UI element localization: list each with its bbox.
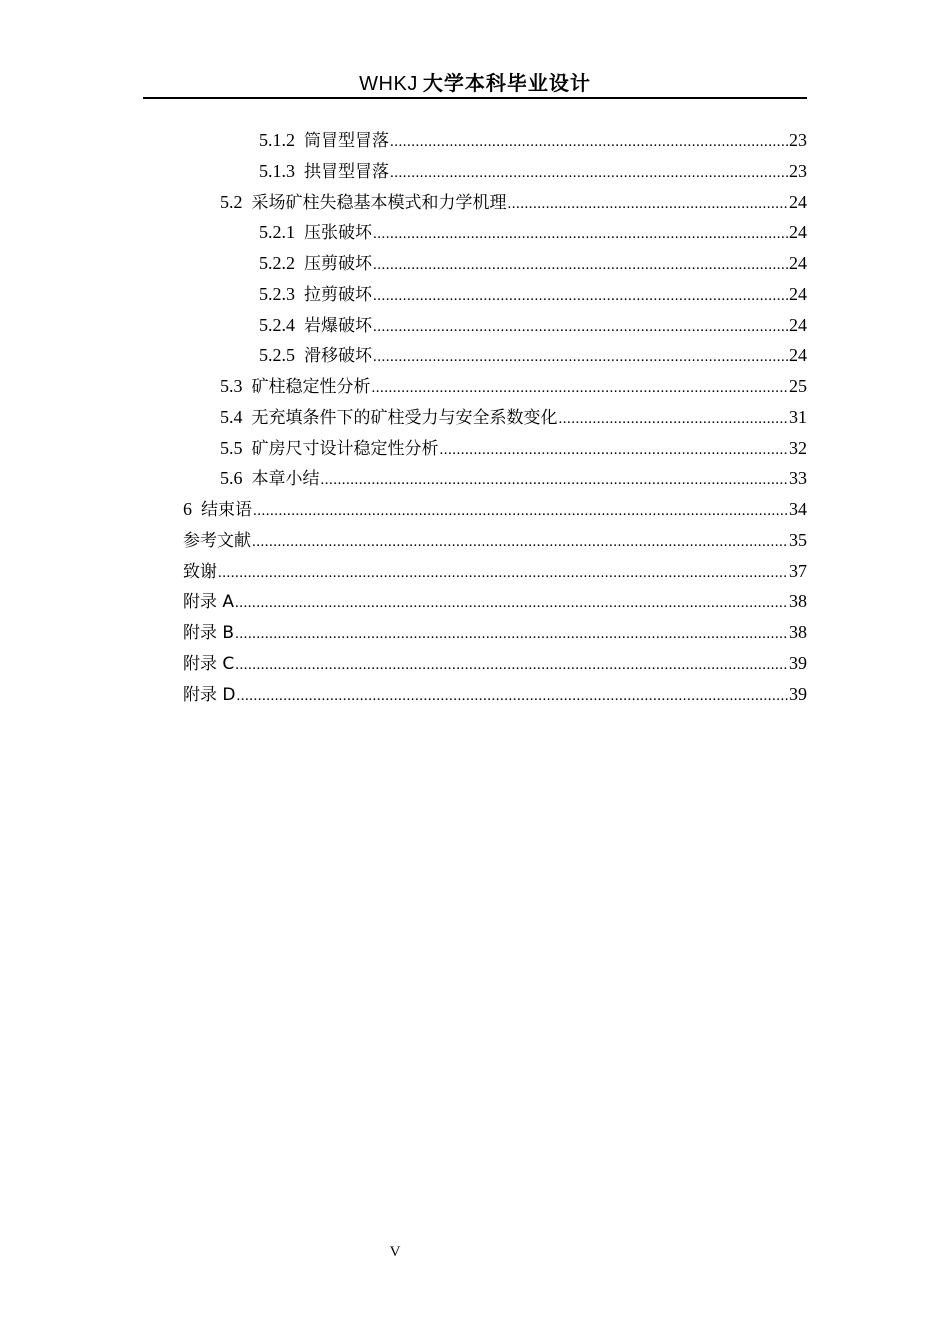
toc-entry-label (220, 433, 439, 465)
toc-entry[interactable] (183, 340, 807, 371)
toc-dot-leader (373, 281, 788, 312)
toc-entry-number: 5.2.3 (259, 283, 295, 304)
toc-entry[interactable] (183, 463, 807, 494)
toc-entry-label (183, 679, 236, 711)
toc-entry-number: 5.2.5 (259, 345, 295, 366)
toc-entry[interactable] (183, 217, 807, 248)
toc-entry[interactable] (183, 586, 807, 617)
toc-entry-title: 拱冒型冒落 (304, 161, 389, 182)
toc-entry[interactable] (183, 617, 807, 648)
toc-entry-page: 24 (789, 222, 807, 243)
page-number: V (389, 1244, 401, 1260)
toc-entry-label (183, 617, 234, 649)
toc-entry-label (220, 402, 558, 434)
toc-entry[interactable] (183, 433, 807, 464)
toc-entry[interactable] (183, 187, 807, 218)
header-divider (143, 97, 807, 99)
toc-entry-title: 结束语 (201, 500, 252, 520)
toc-entry-title: 参考文献 (183, 530, 251, 551)
toc-dot-leader (390, 127, 788, 158)
toc-entry-page: 38 (789, 622, 807, 642)
toc-entry-title: 附录 A (183, 592, 235, 613)
toc-entry-title: 附录 D (183, 684, 236, 705)
toc-dot-leader (559, 404, 789, 435)
toc-entry[interactable] (183, 125, 807, 156)
toc-entry-title: 采场矿柱失稳基本模式和力学机理 (251, 192, 507, 213)
toc-entry-title: 压剪破坏 (304, 254, 372, 274)
toc-entry[interactable] (183, 525, 807, 556)
toc-entry-page: 31 (789, 406, 807, 427)
toc-entry[interactable] (183, 402, 807, 433)
toc-entry[interactable] (183, 494, 807, 525)
toc-entry[interactable] (183, 648, 807, 679)
toc-entry-number: 5.2.1 (259, 222, 295, 243)
toc-entry-label (259, 248, 372, 280)
toc-entry-page: 24 (789, 345, 807, 366)
toc-entry-number: 5.2.2 (259, 253, 295, 273)
toc-entry-title: 滑移破坏 (304, 346, 372, 367)
toc-dot-leader (237, 681, 789, 712)
toc-dot-leader (235, 619, 788, 650)
toc-entry-page: 38 (789, 591, 807, 612)
toc-dot-leader (252, 527, 788, 558)
toc-dot-leader (373, 342, 788, 373)
toc-entry-label (183, 556, 217, 588)
toc-entry-title: 本章小结 (251, 469, 320, 490)
toc-dot-leader (508, 189, 789, 220)
toc-dot-leader (373, 312, 788, 343)
toc-dot-leader (440, 435, 789, 466)
toc-entry-page: 32 (789, 437, 807, 458)
toc-entry[interactable] (183, 371, 807, 402)
toc-entry-title: 压张破坏 (304, 223, 372, 244)
toc-entry-label (183, 525, 251, 557)
toc-entry-title: 矿房尺寸设计稳定性分析 (251, 438, 439, 459)
toc-entry-number: 5.1.2 (259, 130, 295, 150)
header-brand: WHKJ (359, 73, 418, 95)
toc-entry-title: 矿柱稳定性分析 (251, 377, 371, 397)
toc-entry-number: 6 (183, 499, 192, 519)
toc-entry-title: 致谢 (183, 561, 217, 582)
toc-entry[interactable] (183, 279, 807, 310)
toc-entry[interactable] (183, 248, 807, 279)
toc-entry-number: 5.2.4 (259, 314, 295, 335)
toc-entry-label (220, 371, 371, 403)
table-of-contents (183, 125, 807, 709)
toc-entry-label (259, 156, 389, 188)
toc-entry-title: 拉剪破坏 (304, 284, 372, 305)
toc-entry-page: 25 (789, 376, 807, 396)
toc-entry-page: 23 (789, 130, 807, 150)
toc-entry-page: 37 (789, 560, 807, 581)
toc-entry-label (183, 648, 234, 680)
toc-entry-number: 5.1.3 (259, 160, 295, 181)
toc-entry-number: 5.2 (220, 191, 243, 212)
toc-entry-page: 34 (789, 499, 807, 519)
toc-entry-title: 附录 B (183, 623, 235, 643)
toc-entry-label (220, 187, 507, 219)
toc-entry[interactable] (183, 310, 807, 341)
toc-dot-leader (372, 373, 789, 404)
toc-entry-page: 24 (789, 314, 807, 335)
toc-entry[interactable] (183, 556, 807, 587)
toc-dot-leader (373, 250, 788, 281)
toc-dot-leader (253, 496, 788, 527)
toc-entry-label (259, 340, 372, 372)
toc-entry-label (259, 310, 372, 342)
header-school: 大学本科毕业设计 (422, 71, 591, 95)
toc-entry-page: 33 (789, 468, 807, 489)
toc-entry-page: 23 (789, 160, 807, 181)
toc-entry-page: 24 (789, 253, 807, 273)
toc-entry-label (259, 217, 372, 249)
toc-entry-title: 筒冒型冒落 (304, 131, 389, 151)
toc-entry-number: 5.6 (220, 468, 243, 489)
toc-entry-number: 5.5 (220, 437, 243, 458)
toc-entry-label (183, 586, 234, 618)
toc-entry-page: 24 (789, 283, 807, 304)
toc-entry-label (183, 494, 252, 526)
toc-entry-title: 岩爆破坏 (304, 315, 372, 336)
toc-entry-number: 5.4 (220, 406, 243, 427)
page-header (143, 68, 807, 98)
toc-entry[interactable] (183, 679, 807, 710)
toc-dot-leader (373, 219, 788, 250)
toc-entry-number: 5.3 (220, 376, 243, 396)
toc-entry-label (220, 463, 320, 495)
toc-entry-label (259, 125, 389, 157)
toc-dot-leader (218, 558, 788, 589)
toc-dot-leader (235, 588, 788, 619)
toc-entry-page: 35 (789, 529, 807, 550)
toc-entry-title: 无充填条件下的矿柱受力与安全系数变化 (251, 407, 558, 428)
toc-entry-page: 24 (789, 191, 807, 212)
toc-dot-leader (321, 465, 789, 496)
toc-entry-page: 39 (789, 652, 807, 673)
toc-entry-page: 39 (789, 683, 807, 704)
toc-dot-leader (390, 158, 788, 189)
toc-entry-title: 附录 C (183, 653, 235, 674)
toc-dot-leader (235, 650, 788, 681)
toc-entry-label (259, 279, 372, 311)
toc-entry[interactable] (183, 156, 807, 187)
